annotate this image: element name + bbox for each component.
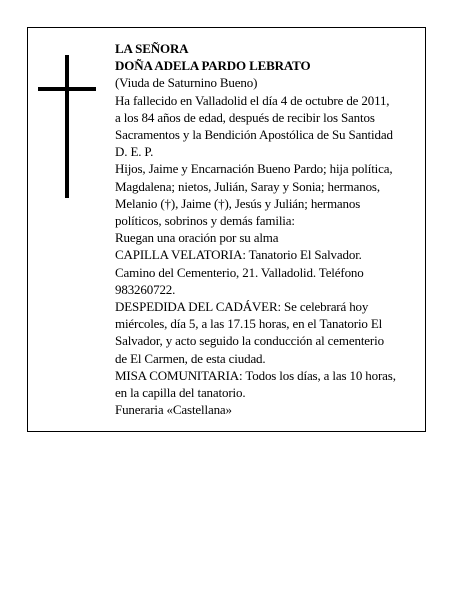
- mass-paragraph: [115, 367, 423, 401]
- mass-line: MISA COMUNITARIA: Todos los días, a las 10 horas,: [115, 367, 396, 383]
- notice-text: [115, 40, 423, 418]
- announcement-line: D. E. P.: [115, 144, 154, 160]
- announcement-line: Sacramentos y la Bendición Apostólica de Su Santidad: [115, 127, 393, 143]
- farewell-line: de El Carmen, de esta ciudad.: [115, 350, 266, 366]
- farewell-line: DESPEDIDA DEL CADÁVER: Se celebrará hoy: [115, 299, 369, 315]
- announcement-line: a los 84 años de edad, después de recibir los Santos: [115, 109, 375, 125]
- cross-horizontal-bar: [38, 87, 96, 91]
- cross-vertical-bar: [65, 55, 69, 198]
- funeral-home: Funeraria «Castellana»: [115, 402, 232, 418]
- family-paragraph: [115, 160, 423, 229]
- obituary-notice: [27, 27, 426, 432]
- chapel-line: 983260722.: [115, 281, 176, 297]
- farewell-paragraph: [115, 298, 423, 367]
- farewell-line: Salvador, y acto seguido la conducción al cementerio: [115, 333, 384, 349]
- cross-icon: [38, 55, 96, 198]
- farewell-line: miércoles, día 5, a las 17.15 horas, en el Tanatorio El: [115, 316, 383, 332]
- family-line: Hijos, Jaime y Encarnación Bueno Pardo; hija política,: [115, 161, 393, 177]
- announcement-line: Ha fallecido en Valladolid el día 4 de octubre de 2011,: [115, 92, 390, 108]
- heading-title: LA SEÑORA: [115, 41, 189, 56]
- family-line: Magdalena; nietos, Julián, Saray y Sonia; hermanos,: [115, 178, 380, 194]
- widow-note: (Viuda de Saturnino Bueno): [115, 75, 258, 91]
- family-line: Melanio (†), Jaime (†), Jesús y Julián; hermanos: [115, 195, 361, 211]
- chapel-paragraph: [115, 246, 423, 298]
- mass-line: en la capilla del tanatorio.: [115, 385, 246, 401]
- prayer-request: Ruegan una oración por su alma: [115, 230, 279, 246]
- chapel-line: CAPILLA VELATORIA: Tanatorio El Salvador.: [115, 247, 362, 263]
- family-line: políticos, sobrinos y demás familia:: [115, 213, 295, 229]
- deceased-name: DOÑA ADELA PARDO LEBRATO: [115, 58, 311, 74]
- announcement-paragraph: [115, 92, 423, 161]
- chapel-line: Camino del Cementerio, 21. Valladolid. Teléfono: [115, 264, 364, 280]
